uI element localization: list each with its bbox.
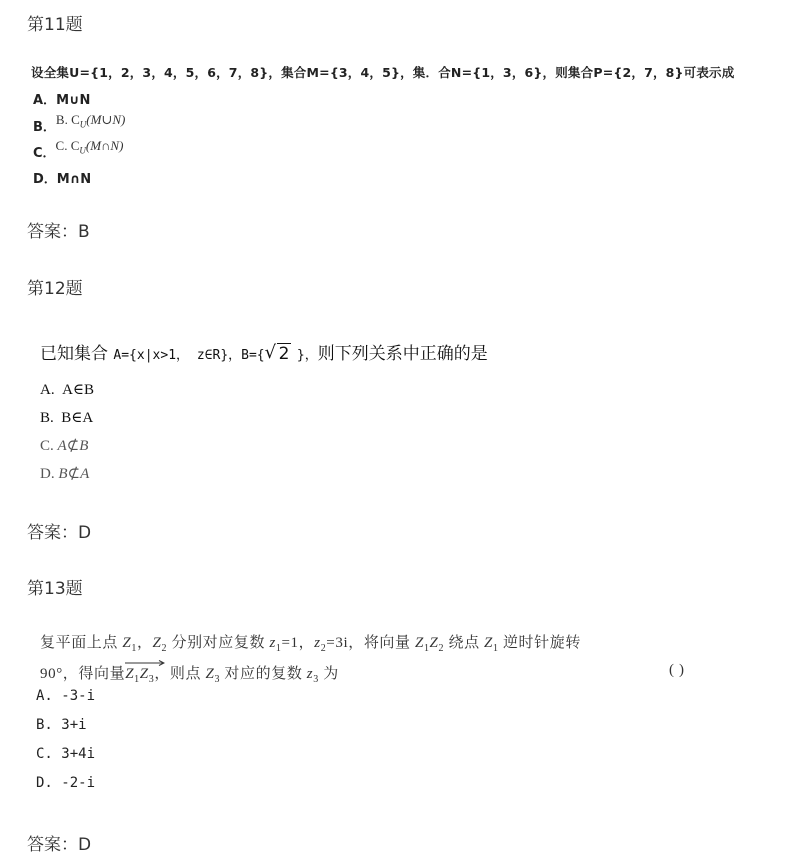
option-label: A． [33, 93, 57, 108]
q13-answer-paren: ( ) [669, 662, 685, 678]
q12-option-a: A. A∈B [40, 382, 95, 398]
option-text: B. $C_U(M\cup N)$ [55, 112, 126, 130]
q12-option-c: C. A⊄B [40, 438, 89, 454]
q11-option-c [33, 135, 124, 161]
q12-answer: 答案：D [27, 523, 92, 543]
option-text: M∩N [56, 172, 92, 187]
q12-option-b: B. B∈A [40, 410, 94, 426]
sqrt-symbol: √ 2 [264, 342, 290, 364]
q13-option-c: C. 3+4i [36, 746, 96, 762]
option-label: B． [33, 120, 56, 135]
q12-stem: 已知集合 A={x|x>1， z∈R}，B={ √ 2 }，则下列关系中正确的是 [40, 342, 488, 364]
q13-stem-line2: 90°，得向量 $Z_1Z_3$，则点 $Z_3$ 对应的复数 $z_3$ 为 [40, 662, 339, 685]
q11-option-a [33, 89, 90, 108]
q13-title: 第13题 [27, 579, 83, 599]
vector-arrow-icon [125, 660, 165, 666]
option-label: C． [33, 146, 56, 161]
vector-z1z3: $Z_1Z_3$ [125, 666, 154, 685]
q13-answer: 答案：D [27, 835, 92, 855]
q11-option-b [33, 109, 126, 135]
option-text: C. $C_U(M\cap N)$ [55, 138, 124, 156]
q11-title: 第11题 [27, 15, 83, 35]
q11-stem: 设全集U={1，2，3，4，5，6，7，8}，集合M={3，4，5}，集．合N={1，3，6}，则集合P={2，7，8}可表示成 [31, 65, 735, 80]
q11-option-d [33, 168, 91, 187]
q13-option-d: D. -2-i [36, 775, 96, 791]
option-text: M∪N [56, 93, 91, 108]
q12-option-d: D. B⊄A [40, 466, 90, 482]
q13-option-b: B. 3+i [36, 717, 87, 733]
q13-option-a: A. -3-i [36, 688, 96, 704]
option-label: D． [33, 172, 57, 187]
q13-stem-line1: 复平面上点 $Z_1$，$Z_2$ 分别对应复数 $z_1=1$，$z_2=3i$，将向量 $Z_1Z_2$ 绕点 $Z_1$ 逆时针旋转 [40, 635, 581, 654]
q11-answer: 答案：B [27, 222, 90, 242]
q12-title: 第12题 [27, 279, 83, 299]
